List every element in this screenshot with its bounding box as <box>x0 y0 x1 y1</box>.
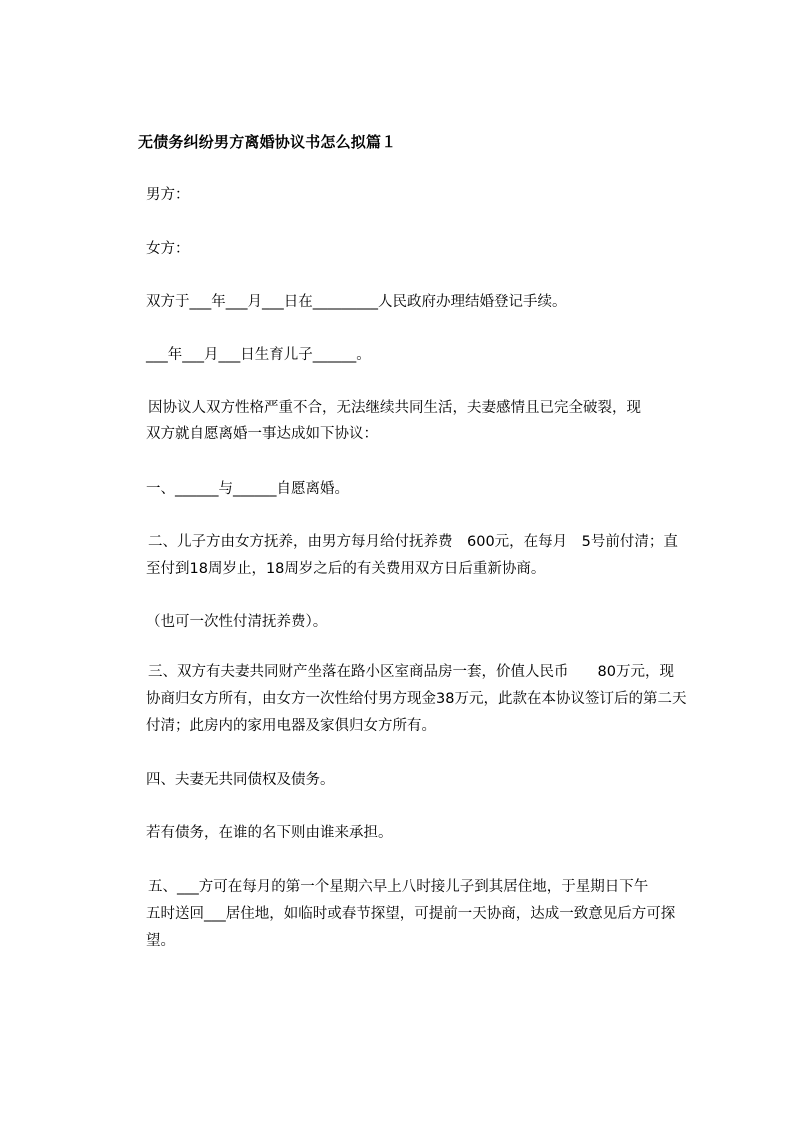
husband-line: 男方： <box>146 187 190 203</box>
marriage-registration-line: 双方于___年___月___日在_________人民政府办理结婚登记手续。 <box>146 294 567 310</box>
clause-1-line: 一、______与______自愿离婚。 <box>146 481 349 497</box>
clause-4-line-2: 若有债务，在谁的名下则由谁来承担。 <box>146 825 393 841</box>
clause-4-line-1: 四、夫妻无共同债权及债务。 <box>146 772 335 788</box>
clause-2-line-3: （也可一次性付清抚养费）。 <box>146 614 328 630</box>
clause-3-line-2-clip <box>146 689 706 711</box>
birth-line: ___年___月___日生育儿子______。 <box>146 347 371 363</box>
clause-2-line-2: 至付到18周岁止，18周岁之后的有关费用双方日后重新协商。 <box>146 561 546 577</box>
document-title: 无债务纠纷男方离婚协议书怎么拟篇１ <box>138 133 397 151</box>
clause-3-line-1-clip <box>146 662 706 684</box>
wife-line: 女方： <box>146 241 190 257</box>
clause-5-line-1-clip <box>146 877 706 899</box>
clause-3-line-3: 付清；此房内的家用电器及家俱归女方所有。 <box>146 718 436 734</box>
clause-5-line-2-clip <box>146 904 706 926</box>
reason-line-1-clip <box>146 398 706 420</box>
clause-3-line-2: 协商归女方所有，由女方一次性给付男方现金38万元，此款在本协议签订后的第二天 <box>146 691 687 707</box>
clause-2-line-1-clip <box>146 532 706 554</box>
clause-2-line-1: 二、儿子方由女方抚养，由男方每月给付抚养费 600元，在每月 5号前付清；直 <box>148 534 678 550</box>
clause-5-line-3: 望。 <box>146 933 175 949</box>
clause-3-line-1: 三、双方有夫妻共同财产坐落在路小区室商品房一套，价值人民币 80万元，现 <box>148 664 674 680</box>
reason-line-1: 因协议人双方性格严重不合，无法继续共同生活，夫妻感情且已完全破裂，现 <box>148 400 641 416</box>
clause-5-line-1: 五、___方可在每月的第一个星期六早上八时接儿子到其居住地，于星期日下午 <box>148 879 649 895</box>
clause-5-line-2: 五时送回___居住地，如临时或春节探望，可提前一天协商，达成一致意见后方可探 <box>146 906 676 922</box>
reason-line-2: 双方就自愿离婚一事达成如下协议： <box>146 426 378 442</box>
